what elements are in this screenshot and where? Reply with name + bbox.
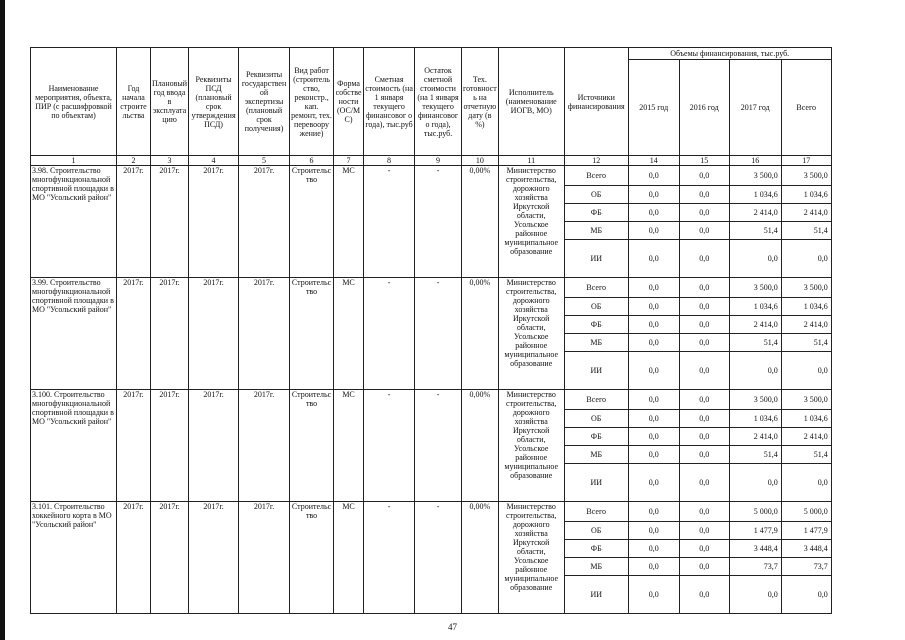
value-2016: 0,0 <box>679 540 729 558</box>
plan-year: 2017г. <box>151 166 189 278</box>
header-total: Всего <box>781 60 831 156</box>
table-row <box>31 278 832 298</box>
value-total: 51,4 <box>781 222 831 240</box>
expertise-year: 2017г. <box>239 390 290 502</box>
funding-source: Всего <box>564 166 628 186</box>
value-total: 3 500,0 <box>781 166 831 186</box>
executor: Министерство строительства, дорожного хозяйства Иркутской области, Усольское районное муниципальное образование <box>498 166 564 278</box>
ownership-form: МС <box>334 278 364 390</box>
column-number: 15 <box>679 156 729 166</box>
expertise-year: 2017г. <box>239 166 290 278</box>
readiness: 0,00% <box>462 278 499 390</box>
financing-table <box>30 47 832 614</box>
column-number: 4 <box>189 156 239 166</box>
psd-year: 2017г. <box>189 278 239 390</box>
estimated-cost: - <box>364 502 415 614</box>
value-2017: 0,0 <box>729 464 781 502</box>
table-row <box>31 502 832 522</box>
value-2017: 2 414,0 <box>729 428 781 446</box>
header-col11: Исполнитель (наименование ИОГВ, МО) <box>498 48 564 156</box>
column-number: 10 <box>462 156 499 166</box>
header-col10: Тех. готовност ь на отчетную дату (в %) <box>462 48 499 156</box>
value-2017: 3 448,4 <box>729 540 781 558</box>
readiness: 0,00% <box>462 166 499 278</box>
value-2017: 2 414,0 <box>729 316 781 334</box>
value-2015: 0,0 <box>628 390 679 410</box>
value-2015: 0,0 <box>628 464 679 502</box>
value-2015: 0,0 <box>628 298 679 316</box>
item-name: 3.101. Строительство хоккейного корта в МО "Усольский район" <box>31 502 117 614</box>
value-total: 0,0 <box>781 576 831 614</box>
value-total: 2 414,0 <box>781 428 831 446</box>
funding-source: Всего <box>564 390 628 410</box>
ownership-form: МС <box>334 502 364 614</box>
value-2016: 0,0 <box>679 410 729 428</box>
funding-source: Всего <box>564 278 628 298</box>
header-col7: Форма собстве ности (ОС/М С) <box>334 48 364 156</box>
estimated-cost: - <box>364 278 415 390</box>
column-number: 11 <box>498 156 564 166</box>
expertise-year: 2017г. <box>239 278 290 390</box>
expertise-year: 2017г. <box>239 502 290 614</box>
value-2017: 1 477,9 <box>729 522 781 540</box>
funding-source: ОБ <box>564 298 628 316</box>
column-number: 16 <box>729 156 781 166</box>
value-2017: 51,4 <box>729 446 781 464</box>
value-total: 51,4 <box>781 446 831 464</box>
column-number: 1 <box>31 156 117 166</box>
remaining-cost: - <box>415 390 462 502</box>
funding-source: ИИ <box>564 352 628 390</box>
header-2017: 2017 год <box>729 60 781 156</box>
start-year: 2017г. <box>117 166 151 278</box>
value-total: 3 448,4 <box>781 540 831 558</box>
value-2016: 0,0 <box>679 204 729 222</box>
header-col4: Реквизиты ПСД (плановый срок утверждения ПСД) <box>189 48 239 156</box>
readiness: 0,00% <box>462 502 499 614</box>
value-2015: 0,0 <box>628 166 679 186</box>
funding-source: МБ <box>564 446 628 464</box>
funding-source: ФБ <box>564 428 628 446</box>
psd-year: 2017г. <box>189 502 239 614</box>
funding-source: ОБ <box>564 410 628 428</box>
value-2016: 0,0 <box>679 502 729 522</box>
funding-source: Всего <box>564 502 628 522</box>
plan-year: 2017г. <box>151 390 189 502</box>
value-2016: 0,0 <box>679 464 729 502</box>
value-total: 0,0 <box>781 464 831 502</box>
value-total: 5 000,0 <box>781 502 831 522</box>
funding-source: ИИ <box>564 576 628 614</box>
value-2015: 0,0 <box>628 558 679 576</box>
value-2016: 0,0 <box>679 558 729 576</box>
header-2015: 2015 год <box>628 60 679 156</box>
value-total: 1 034,6 <box>781 186 831 204</box>
table-row <box>31 390 832 410</box>
value-2016: 0,0 <box>679 278 729 298</box>
value-2016: 0,0 <box>679 334 729 352</box>
executor: Министерство строительства, дорожного хозяйства Иркутской области, Усольское районное муниципальное образование <box>498 278 564 390</box>
funding-source: ФБ <box>564 204 628 222</box>
estimated-cost: - <box>364 390 415 502</box>
header-col8: Сметная стоимость (на 1 января текущего финансовог о года), тыс.руб <box>364 48 415 156</box>
executor: Министерство строительства, дорожного хозяйства Иркутской области, Усольское районное муниципальное образование <box>498 502 564 614</box>
header-col1: Наименование мероприятия, объекта, ПИР (с расшифровкой по объектам) <box>31 48 117 156</box>
value-2015: 0,0 <box>628 204 679 222</box>
item-name: 3.100. Строительство многофункциональной спортивной площадки в МО "Усольский район" <box>31 390 117 502</box>
funding-source: МБ <box>564 222 628 240</box>
value-2015: 0,0 <box>628 240 679 278</box>
value-2016: 0,0 <box>679 576 729 614</box>
funding-source: ФБ <box>564 316 628 334</box>
value-2016: 0,0 <box>679 186 729 204</box>
header-funding: Объемы финансирования, тыс.руб. <box>628 48 831 60</box>
value-total: 2 414,0 <box>781 204 831 222</box>
value-2015: 0,0 <box>628 428 679 446</box>
value-2015: 0,0 <box>628 446 679 464</box>
value-2017: 3 500,0 <box>729 166 781 186</box>
value-total: 0,0 <box>781 240 831 278</box>
value-2015: 0,0 <box>628 334 679 352</box>
value-2017: 73,7 <box>729 558 781 576</box>
header-col6: Вид работ (строитель ство, реконстр., кап. ремонт, тех. перевоору жение) <box>290 48 334 156</box>
value-2015: 0,0 <box>628 522 679 540</box>
readiness: 0,00% <box>462 390 499 502</box>
header-2016: 2016 год <box>679 60 729 156</box>
ownership-form: МС <box>334 390 364 502</box>
plan-year: 2017г. <box>151 502 189 614</box>
remaining-cost: - <box>415 166 462 278</box>
remaining-cost: - <box>415 502 462 614</box>
executor: Министерство строительства, дорожного хозяйства Иркутской области, Усольское районное муниципальное образование <box>498 390 564 502</box>
value-total: 1 034,6 <box>781 410 831 428</box>
value-2015: 0,0 <box>628 222 679 240</box>
value-total: 0,0 <box>781 352 831 390</box>
column-number: 8 <box>364 156 415 166</box>
value-total: 1 477,9 <box>781 522 831 540</box>
funding-source: ИИ <box>564 464 628 502</box>
value-2015: 0,0 <box>628 316 679 334</box>
header-col5: Реквизиты государствен ой экспертизы (плановый срок получения) <box>239 48 290 156</box>
funding-source: ФБ <box>564 540 628 558</box>
value-2016: 0,0 <box>679 390 729 410</box>
value-2016: 0,0 <box>679 166 729 186</box>
column-numbers-row <box>31 156 832 166</box>
value-2016: 0,0 <box>679 316 729 334</box>
value-2016: 0,0 <box>679 446 729 464</box>
column-number: 17 <box>781 156 831 166</box>
value-2017: 0,0 <box>729 576 781 614</box>
value-total: 73,7 <box>781 558 831 576</box>
value-2017: 1 034,6 <box>729 298 781 316</box>
page-number: 47 <box>448 622 457 632</box>
column-number: 9 <box>415 156 462 166</box>
funding-source: ИИ <box>564 240 628 278</box>
value-total: 3 500,0 <box>781 390 831 410</box>
work-type: Строительс тво <box>290 502 334 614</box>
value-2015: 0,0 <box>628 410 679 428</box>
value-2015: 0,0 <box>628 576 679 614</box>
funding-source: МБ <box>564 558 628 576</box>
column-number: 2 <box>117 156 151 166</box>
estimated-cost: - <box>364 166 415 278</box>
item-name: 3.98. Строительство многофункциональной спортивной площадки в МО "Усольский район" <box>31 166 117 278</box>
value-total: 3 500,0 <box>781 278 831 298</box>
column-number: 6 <box>290 156 334 166</box>
funding-source: ОБ <box>564 186 628 204</box>
funding-source: ОБ <box>564 522 628 540</box>
value-2016: 0,0 <box>679 428 729 446</box>
header-col12: Источники финансирования <box>564 48 628 156</box>
value-2015: 0,0 <box>628 502 679 522</box>
psd-year: 2017г. <box>189 166 239 278</box>
value-2016: 0,0 <box>679 522 729 540</box>
value-2015: 0,0 <box>628 540 679 558</box>
column-number: 5 <box>239 156 290 166</box>
column-number: 12 <box>564 156 628 166</box>
header-col3: Плановый год ввода в эксплуата цию <box>151 48 189 156</box>
start-year: 2017г. <box>117 502 151 614</box>
work-type: Строительс тво <box>290 278 334 390</box>
header-col9: Остаток сметной стоимости (на 1 января текущего финансовог о года), тыс.руб. <box>415 48 462 156</box>
start-year: 2017г. <box>117 390 151 502</box>
header-col2: Год начала строите льства <box>117 48 151 156</box>
item-name: 3.99. Строительство многофункциональной спортивной площадки в МО "Усольский район" <box>31 278 117 390</box>
value-2017: 2 414,0 <box>729 204 781 222</box>
value-2017: 51,4 <box>729 334 781 352</box>
start-year: 2017г. <box>117 278 151 390</box>
value-2015: 0,0 <box>628 352 679 390</box>
value-total: 51,4 <box>781 334 831 352</box>
value-2017: 1 034,6 <box>729 186 781 204</box>
value-2016: 0,0 <box>679 352 729 390</box>
value-2016: 0,0 <box>679 240 729 278</box>
column-number: 14 <box>628 156 679 166</box>
work-type: Строительс тво <box>290 390 334 502</box>
psd-year: 2017г. <box>189 390 239 502</box>
table-row <box>31 166 832 186</box>
value-total: 1 034,6 <box>781 298 831 316</box>
value-2017: 0,0 <box>729 240 781 278</box>
value-2016: 0,0 <box>679 298 729 316</box>
value-2015: 0,0 <box>628 278 679 298</box>
scan-edge <box>0 0 5 640</box>
value-2017: 51,4 <box>729 222 781 240</box>
value-2015: 0,0 <box>628 186 679 204</box>
funding-source: МБ <box>564 334 628 352</box>
ownership-form: МС <box>334 166 364 278</box>
value-2017: 3 500,0 <box>729 278 781 298</box>
value-2017: 1 034,6 <box>729 410 781 428</box>
work-type: Строительс тво <box>290 166 334 278</box>
value-2016: 0,0 <box>679 222 729 240</box>
column-number: 3 <box>151 156 189 166</box>
value-total: 2 414,0 <box>781 316 831 334</box>
remaining-cost: - <box>415 278 462 390</box>
value-2017: 5 000,0 <box>729 502 781 522</box>
plan-year: 2017г. <box>151 278 189 390</box>
value-2017: 3 500,0 <box>729 390 781 410</box>
value-2017: 0,0 <box>729 352 781 390</box>
column-number: 7 <box>334 156 364 166</box>
